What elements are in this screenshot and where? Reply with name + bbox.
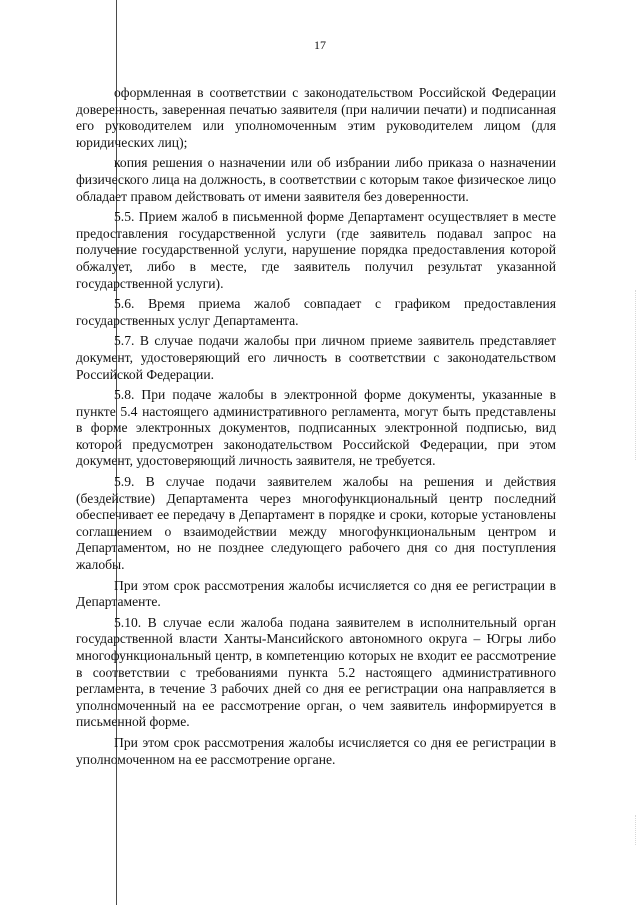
paragraph-5-10-term: При этом срок рассмотрения жалобы исчисляется со дня ее регистрации в уполномоченном на ее рассмотрение органе. [76,734,556,767]
paragraph-5-9-term: При этом срок рассмотрения жалобы исчисляется со дня ее регистрации в Департаменте. [76,577,556,610]
paragraph-5-7: 5.7. В случае подачи жалобы при личном приеме заявитель представляет документ, удостоверяющий его личность в соответствии с законодательством Российской Федерации. [76,333,556,382]
paragraph-5-5: 5.5. Прием жалоб в письменной форме Департамент осуществляет в месте предоставления государственной услуги (где заявитель подавал запрос на получение государственной услуги, нарушение порядка предоставления которой обжалует, либо в месте, где заявитель получил результат указанной государственной услуги). [76,209,556,291]
paragraph-5-6: 5.6. Время приема жалоб совпадает с графиком предоставления государственных услуг Департамента. [76,296,556,328]
scan-speckle [633,815,636,845]
document-body [76,85,556,772]
paragraph-5-10: 5.10. В случае если жалоба подана заявителем в исполнительный орган государственной власти Ханты-Мансийского автономного округа – Югры либо многофункциональный центр, в компетенцию которых не входит ее рассмотрение в соответствии с требованиями пункта 5.2 настоящего административного регламента, в течение 3 рабочих дней со дня ее регистрации она направляется в уполномоченный на ее рассмотрение орган, о чем заявитель информируется в письменной форме. [76,614,556,730]
scan-speckle [633,290,636,460]
paragraph-appointment-copy: копия решения о назначении или об избрании либо приказа о назначении физического лица на должность, в соответствии с которым такое физическое лицо обладает правом действовать от имени заявителя без доверенности. [76,155,556,204]
page-number: 17 [314,38,326,52]
paragraph-5-8: 5.8. При подаче жалобы в электронной форме документы, указанные в пункте 5.4 настоящего административного регламента, могут быть представлены в форме электронных документов, подписанных электронной подписью, вид которой предусмотрен законодательством Российской Федерации, при этом документ, удостоверяющий личность заявителя, не требуется. [76,387,556,469]
paragraph-5-9: 5.9. В случае подачи заявителем жалобы на решения и действия (бездействие) Департамента через многофункциональный центр последний обеспечивает ее передачу в Департамент в порядке и сроки, которые установлены соглашением о взаимодействии между многофункциональным центром и Департаментом, но не позднее следующего рабочего дня со дня поступления жалобы. [76,474,556,573]
paragraph-power-of-attorney: оформленная в соответствии с законодательством Российской Федерации доверенность, заверенная печатью заявителя (при наличии печати) и подписанная его руководителем или уполномоченным этим руководителем лицом (для юридических лиц); [76,85,556,150]
